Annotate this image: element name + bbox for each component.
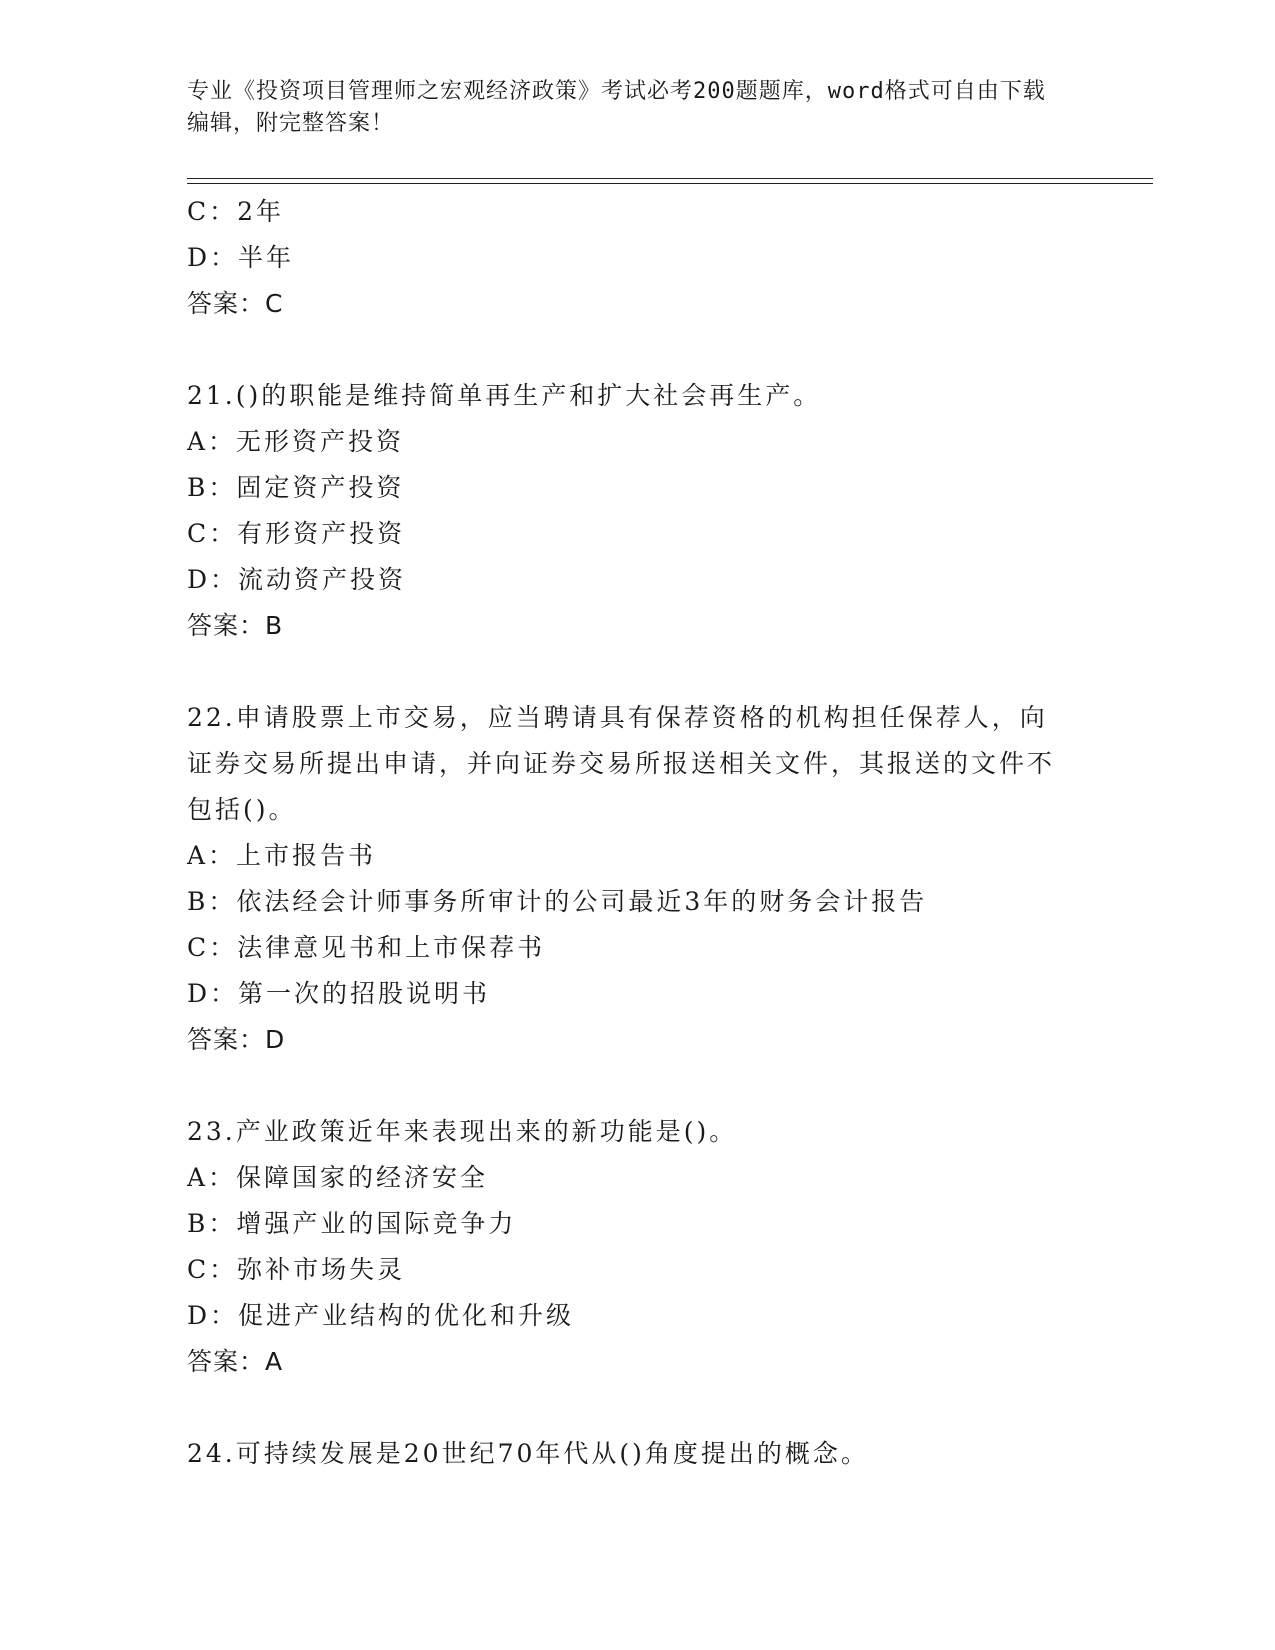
question-22-option-a: A：上市报告书 — [187, 841, 377, 870]
question-23-option-a: A：保障国家的经济安全 — [187, 1163, 489, 1192]
question-22-stem: 22.申请股票上市交易，应当聘请具有保荐资格的机构担任保荐人，向证券交易所提出申请，并向证券交易所报送相关文件，其报送的文件不包括()。 — [187, 703, 1056, 824]
question-21-answer: 答案：B — [187, 611, 284, 640]
spacer — [187, 1063, 1087, 1109]
question-22-option-b: B：依法经会计师事务所审计的公司最近3年的财务会计报告 — [187, 887, 928, 916]
question-content — [187, 189, 1087, 1477]
question-23-option-b: B：增强产业的国际竞争力 — [187, 1209, 517, 1238]
question-22-answer: 答案：D — [187, 1025, 286, 1054]
question-23-option-d: D：促进产业结构的优化和升级 — [187, 1301, 575, 1330]
answer-line: 答案：C — [187, 289, 284, 318]
question-22-option-c: C：法律意见书和上市保荐书 — [187, 933, 546, 962]
question-23-stem: 23.产业政策近年来表现出来的新功能是()。 — [187, 1117, 738, 1146]
question-21-option-b: B：固定资产投资 — [187, 473, 405, 502]
spacer — [187, 1385, 1087, 1431]
question-24-stem: 24.可持续发展是20世纪70年代从()角度提出的概念。 — [187, 1439, 869, 1468]
spacer — [187, 327, 1087, 373]
question-23-answer: 答案：A — [187, 1347, 284, 1376]
header-divider-bottom — [187, 183, 1153, 184]
question-21-stem: 21.()的职能是维持简单再生产和扩大社会再生产。 — [187, 381, 822, 410]
question-21-option-d: D：流动资产投资 — [187, 565, 407, 594]
document-header: 专业《投资项目管理师之宏观经济政策》考试必考200题题库，word格式可自由下载编辑，附完整答案！ — [187, 79, 1046, 136]
question-21-option-c: C：有形资产投资 — [187, 519, 406, 548]
question-23-option-c: C：弥补市场失灵 — [187, 1255, 406, 1284]
option-d: D：半年 — [187, 243, 295, 272]
question-22-option-d: D：第一次的招股说明书 — [187, 979, 491, 1008]
option-c: C：2年 — [187, 197, 285, 226]
spacer — [187, 649, 1087, 695]
question-21-option-a: A：无形资产投资 — [187, 427, 405, 456]
header-divider-top — [187, 178, 1153, 179]
